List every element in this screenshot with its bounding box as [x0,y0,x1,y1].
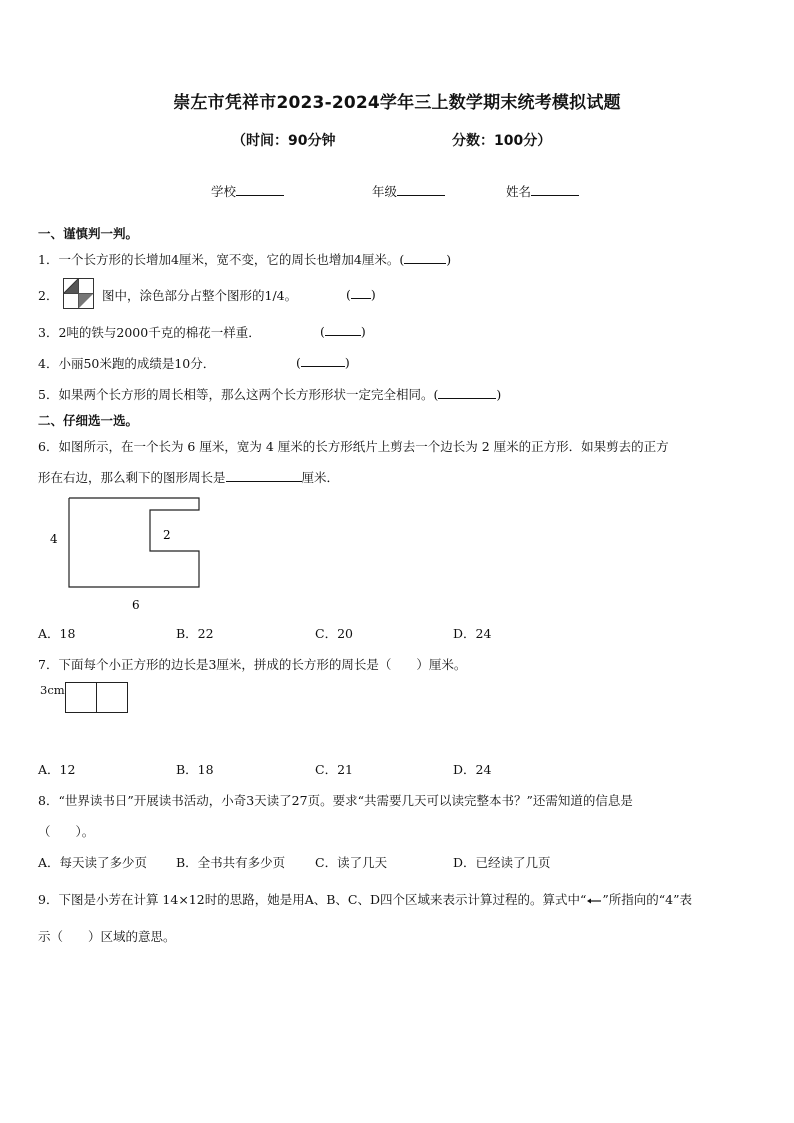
name-blank[interactable] [531,183,579,196]
question-6-figure [40,494,210,616]
question-6-line1: 6．如图所示，在一个长为 6 厘米，宽为 4 厘米的长方形纸片上剪去一个边长为 2 厘米的正方形．如果剪去的正方 [38,439,669,454]
small-square-1 [66,683,97,713]
question-1-close: ) [446,252,452,267]
question-9-line1 [38,890,692,908]
figure-left-label: 4 [50,532,58,546]
question-1 [38,250,451,268]
question-7-fig-label: 3cm [40,683,65,697]
question-6-unit: 厘米． [301,470,340,485]
exam-time: （时间：90分钟 [232,133,336,149]
question-9-text-b: ”所指向的“4”表 [602,892,693,907]
question-5 [38,385,501,403]
grade-blank[interactable] [397,183,445,196]
question-6-option-c[interactable]: C．20 [315,626,353,641]
question-3-paren [320,323,366,339]
question-3-close: ) [360,324,366,339]
question-3-answer[interactable] [325,323,361,336]
question-9-line2: 示（ ）区域的意思。 [38,929,176,944]
question-2-close: ) [370,287,376,302]
question-7-option-c[interactable]: C．21 [315,762,353,777]
question-2-body [102,286,297,304]
question-5-close: ) [496,387,502,402]
question-4-answer[interactable] [301,354,345,367]
question-2-text: 图中，涂色部分占整个图形的1/4。 [102,288,298,303]
figure-bottom-label: 6 [132,598,140,612]
question-4-close: ) [344,355,350,370]
name-label: 姓名 [506,184,532,199]
question-4-open: ( [296,355,301,370]
question-8-option-c[interactable]: C．读了几天 [315,855,388,870]
question-1-text: 1．一个长方形的长增加4厘米，宽不变，它的周长也增加4厘米。( [38,252,405,267]
question-5-text: 5．如果两个长方形的周长相等，那么这两个长方形形状一定完全相同。( [38,387,439,402]
question-4-paren [296,354,350,370]
question-6-answer[interactable] [226,469,302,482]
question-2-answer[interactable] [351,286,371,299]
question-8-option-a[interactable]: A．每天读了多少页 [38,855,148,870]
question-7-text: 7．下面每个小正方形的边长是3厘米，拼成的长方形的周长是（ ）厘米。 [38,657,467,672]
school-field [211,182,284,200]
question-6-option-b[interactable]: B．22 [176,626,214,641]
figure-inner-label: 2 [163,528,171,542]
question-4-text: 4．小丽50米跑的成绩是10分． [38,356,216,371]
section-1-heading: 一、谨慎判一判。 [38,226,139,241]
question-6-option-d[interactable]: D．24 [453,626,492,641]
page-title: 崇左市凭祥市2023-2024学年三上数学期末统考模拟试题 [173,93,621,113]
cut-rectangle-shape [69,498,199,587]
question-8-line1: 8．“世界读书日”开展读书活动，小奇3天读了27页。要求“共需要几天可以读完整本书？”还需知道的信息是 [38,793,633,808]
school-label: 学校 [211,184,237,199]
question-6-line2 [38,468,339,486]
question-6-option-a[interactable]: A．18 [38,626,76,641]
question-4 [38,354,215,372]
question-3 [38,323,261,341]
question-3-open: ( [320,324,325,339]
question-6-text: 形在右边，那么剩下的图形周长是 [38,470,226,485]
question-1-answer[interactable] [404,251,446,264]
question-8-option-d[interactable]: D．已经读了几页 [453,855,551,870]
question-2-open: ( [346,287,351,302]
question-3-text: 3．2吨的铁与2000千克的棉花一样重． [38,325,261,340]
section-2-heading: 二、仔细选一选。 [38,413,139,428]
name-field [506,182,579,200]
question-2-figure [63,278,95,310]
grade-field [372,182,445,200]
small-square-2 [97,683,128,713]
grade-label: 年级 [372,184,398,199]
question-2-num: 2． [38,288,59,303]
question-5-answer[interactable] [438,386,496,399]
question-7-figure [65,682,129,714]
school-blank[interactable] [236,183,284,196]
arrow-left-icon [586,896,602,906]
question-7-option-b[interactable]: B．18 [176,762,214,777]
question-2-paren [346,286,376,302]
question-8-line2: （ ）。 [38,824,95,839]
question-7-option-d[interactable]: D．24 [453,762,492,777]
question-2 [38,286,58,304]
question-9-text-a: 9．下图是小芳在计算 14×12时的思路，她是用A、B、C、D四个区域来表示计算过程的。算式中“ [38,892,587,907]
exam-score: 分数：100分） [452,133,552,149]
question-7-option-a[interactable]: A．12 [38,762,76,777]
question-8-option-b[interactable]: B．全书共有多少页 [176,855,286,870]
